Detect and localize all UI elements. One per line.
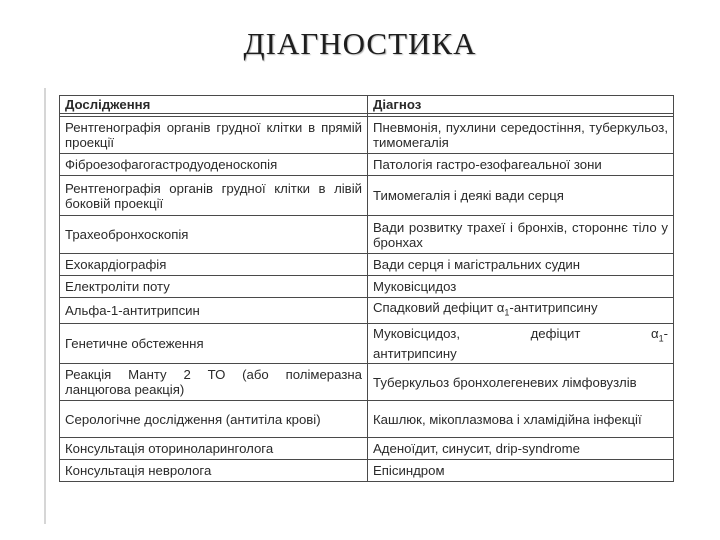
header-study: Дослідження	[60, 96, 368, 114]
diagnosis-word	[651, 326, 668, 347]
alpha-symbol: α	[650, 325, 659, 341]
table-row	[60, 460, 674, 482]
table-row	[60, 117, 674, 154]
subscript: 1	[658, 333, 664, 344]
study-cell: Альфа-1-антитрипсин	[60, 298, 368, 324]
diagnosis-word: дефіцит	[530, 325, 581, 341]
diagnosis-cell: Епісиндром	[368, 460, 674, 482]
table-row	[60, 154, 674, 176]
diagnosis-cell: Вади розвитку трахеї і бронхів, стороннє тіло у бронхах	[368, 216, 674, 254]
study-cell: Рентгенографія органів грудної клітки в прямій проекції	[60, 117, 368, 154]
table-row	[60, 401, 674, 438]
study-cell: Фіброезофагогастродуоденоскопія	[60, 154, 368, 176]
study-cell: Трахеобронхоскопія	[60, 216, 368, 254]
table-header-row	[60, 96, 674, 114]
diagnosis-cell	[368, 298, 674, 324]
study-cell: Генетичне обстеження	[60, 323, 368, 364]
diagnosis-text-end: -антитрипсину	[509, 300, 598, 315]
table-row	[60, 276, 674, 298]
diagnostics-table	[59, 95, 674, 482]
page-title: ДІАГНОСТИКА	[243, 26, 477, 61]
table-row	[60, 254, 674, 276]
diagnosis-text: Спадковий дефіцит α	[373, 300, 505, 315]
diagnosis-word: Муковісцидоз,	[373, 325, 461, 341]
diagnosis-line	[373, 326, 668, 347]
diagnosis-cell: Пневмонія, пухлини середостіння, туберкульоз, тимомегалія	[368, 117, 674, 154]
table-row	[60, 216, 674, 254]
table-container	[47, 88, 687, 524]
diagnosis-cell: Тимомегалія і деякі вади серця	[368, 176, 674, 216]
diagnosis-line: антитрипсину	[373, 346, 457, 362]
study-cell: Консультація невролога	[60, 460, 368, 482]
diagnosis-cell: Аденоїдит, синусит, drip-syndrome	[368, 438, 674, 460]
study-cell: Консультація оториноларинголога	[60, 438, 368, 460]
diagnosis-cell: Муковісцидоз	[368, 276, 674, 298]
left-frame-line	[44, 88, 46, 524]
table-row	[60, 438, 674, 460]
diagnosis-cell: Кашлюк, мікоплазмова і хламідійна інфекції	[368, 401, 674, 438]
table-row	[60, 364, 674, 401]
table-row	[60, 298, 674, 324]
study-cell: Реакція Манту 2 ТО (або полімеразна ланцюгова реакція)	[60, 364, 368, 401]
diagnosis-cell	[368, 323, 674, 364]
diagnosis-cell: Патологія гастро-езофагеальної зони	[368, 154, 674, 176]
study-cell: Ехокардіографія	[60, 254, 368, 276]
header-diagnosis: Діагноз	[368, 96, 674, 114]
hyphen: -	[663, 325, 668, 341]
diagnosis-cell: Туберкульоз бронхолегеневих лімфовузлів	[368, 364, 674, 401]
table-row	[60, 176, 674, 216]
table-row	[60, 323, 674, 364]
study-cell: Серологічне дослідження (антитіла крові)	[60, 401, 368, 438]
diagnosis-cell: Вади серця і магістральних судин	[368, 254, 674, 276]
study-cell: Електроліти поту	[60, 276, 368, 298]
subscript: 1	[504, 307, 510, 318]
study-cell: Рентгенографія органів грудної клітки в лівій боковій проекції	[60, 176, 368, 216]
